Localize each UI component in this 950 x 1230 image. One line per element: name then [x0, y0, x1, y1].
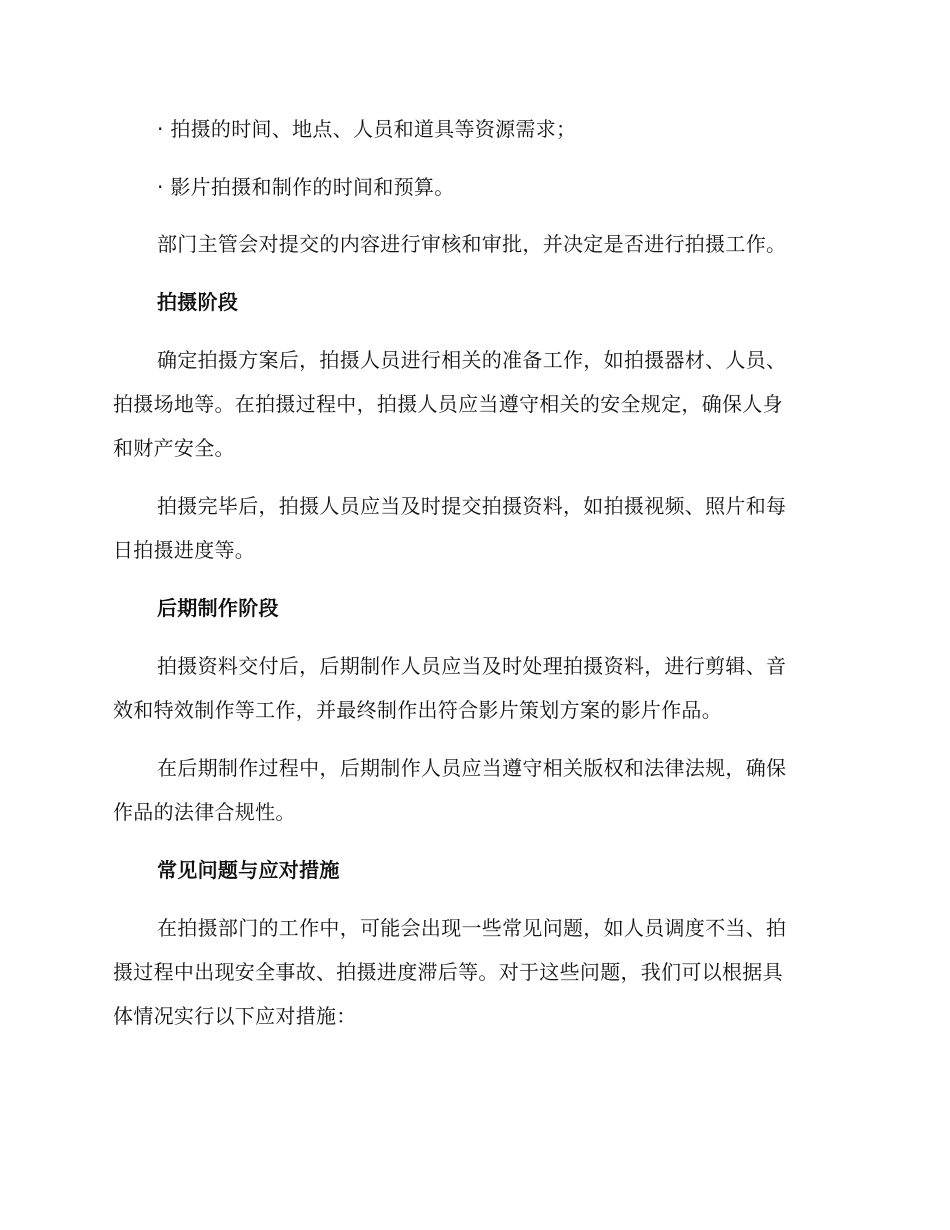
paragraph-postproduction-line1: 拍摄资料交付后，后期制作人员应当及时处理拍摄资料，进行剪辑、音	[157, 654, 787, 678]
paragraph-compliance-line1: 在后期制作过程中，后期制作人员应当遵守相关版权和法律法规，确保	[157, 756, 787, 780]
paragraph-compliance-line2: 作品的法律合规性。	[113, 800, 296, 824]
paragraph-shooting-line3: 和财产安全。	[113, 436, 235, 460]
paragraph-issues-line3: 体情况实行以下应对措施：	[113, 1004, 357, 1028]
paragraph-approval: 部门主管会对提交的内容进行审核和审批，并决定是否进行拍摄工作。	[157, 232, 787, 256]
section-heading-postproduction: 后期制作阶段	[157, 596, 279, 620]
section-heading-issues: 常见问题与应对措施	[157, 858, 340, 882]
paragraph-shooting-line1: 确定拍摄方案后，拍摄人员进行相关的准备工作，如拍摄器材、人员、	[157, 348, 787, 372]
section-heading-shooting: 拍摄阶段	[157, 290, 239, 314]
paragraph-shooting-line2: 拍摄场地等。在拍摄过程中，拍摄人员应当遵守相关的安全规定，确保人身	[113, 392, 783, 416]
bullet-item-budget: · 影片拍摄和制作的时间和预算。	[157, 175, 455, 199]
bullet-item-resources: · 拍摄的时间、地点、人员和道具等资源需求；	[157, 117, 577, 141]
paragraph-issues-line1: 在拍摄部门的工作中，可能会出现一些常见问题，如人员调度不当、拍	[157, 916, 787, 940]
paragraph-submission-line1: 拍摄完毕后，拍摄人员应当及时提交拍摄资料，如拍摄视频、照片和每	[157, 494, 787, 518]
paragraph-issues-line2: 摄过程中出现安全事故、拍摄进度滞后等。对于这些问题，我们可以根据具	[113, 960, 783, 984]
paragraph-postproduction-line2: 效和特效制作等工作，并最终制作出符合影片策划方案的影片作品。	[113, 698, 722, 722]
paragraph-submission-line2: 日拍摄进度等。	[113, 538, 256, 562]
